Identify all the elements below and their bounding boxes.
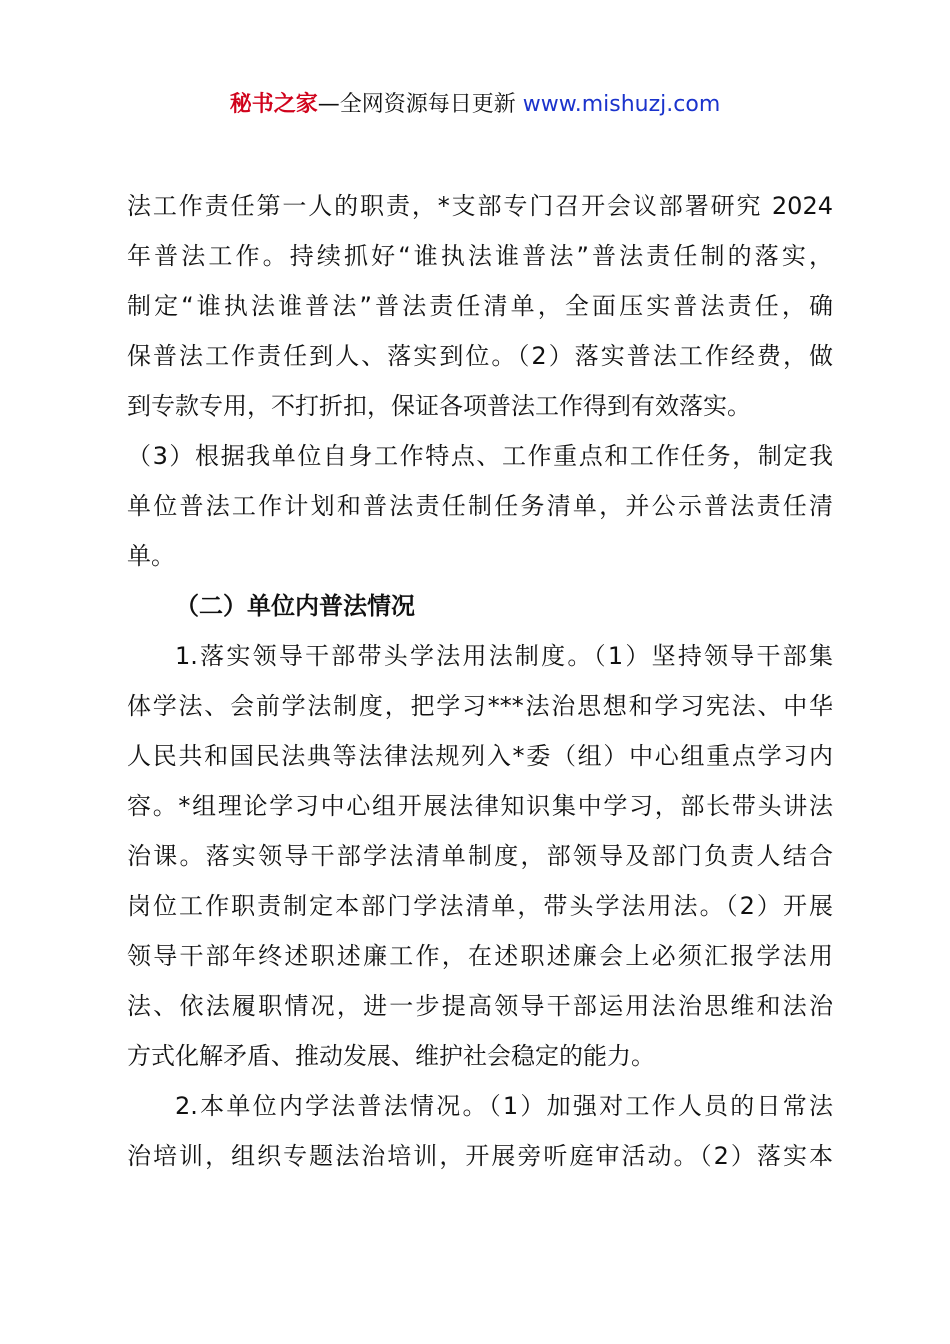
- text-line: 法工作责任第一人的职责，*支部专门召开会议部署研究 2024: [127, 192, 833, 220]
- text-line: 单。: [127, 542, 175, 570]
- text-line: 单位普法工作计划和普法责任制任务清单，并公示普法责任清: [127, 492, 833, 520]
- site-tagline: —全网资源每日更新: [317, 92, 523, 117]
- text-line: （3）根据我单位自身工作特点、工作重点和工作任务，制定我: [127, 442, 833, 470]
- text-line: 人民共和国民法典等法律法规列入*委（组）中心组重点学习内: [127, 742, 833, 770]
- text-line: 方式化解矛盾、推动发展、维护社会稳定的能力。: [127, 1042, 655, 1070]
- document-body: [127, 181, 833, 1181]
- text-line: 到专款专用，不打折扣，保证各项普法工作得到有效落实。: [127, 392, 751, 420]
- paragraph-start-line: 2.本单位内学法普法情况。（1）加强对工作人员的日常法: [175, 1092, 833, 1120]
- text-line: 年普法工作。持续抓好“谁执法谁普法”普法责任制的落实，: [127, 242, 833, 270]
- text-line: 治课。落实领导干部学法清单制度，部领导及部门负责人结合: [127, 842, 833, 870]
- text-line: 体学法、会前学法制度，把学习***法治思想和学习宪法、中华: [127, 692, 833, 720]
- site-header: [0, 88, 950, 122]
- paragraph-start-line: 1.落实领导干部带头学法用法制度。（1）坚持领导干部集: [175, 642, 833, 670]
- site-brand: 秘书之家: [229, 92, 318, 117]
- text-line: 岗位工作职责制定本部门学法清单，带头学法用法。（2）开展: [127, 892, 833, 920]
- text-line: 法、依法履职情况，进一步提高领导干部运用法治思维和法治: [127, 992, 833, 1020]
- text-line: 治培训，组织专题法治培训，开展旁听庭审活动。（2）落实本: [127, 1142, 833, 1170]
- text-line: 容。*组理论学习中心组开展法律知识集中学习，部长带头讲法: [127, 792, 833, 820]
- site-url-link[interactable]: www.mishuzj.com: [522, 92, 721, 117]
- section-heading: （二）单位内普法情况: [175, 592, 415, 620]
- text-line: 领导干部年终述职述廉工作，在述职述廉会上必须汇报学法用: [127, 942, 833, 970]
- text-line: 制定“谁执法谁普法”普法责任清单，全面压实普法责任，确: [127, 292, 833, 320]
- text-line: 保普法工作责任到人、落实到位。（2）落实普法工作经费，做: [127, 342, 833, 370]
